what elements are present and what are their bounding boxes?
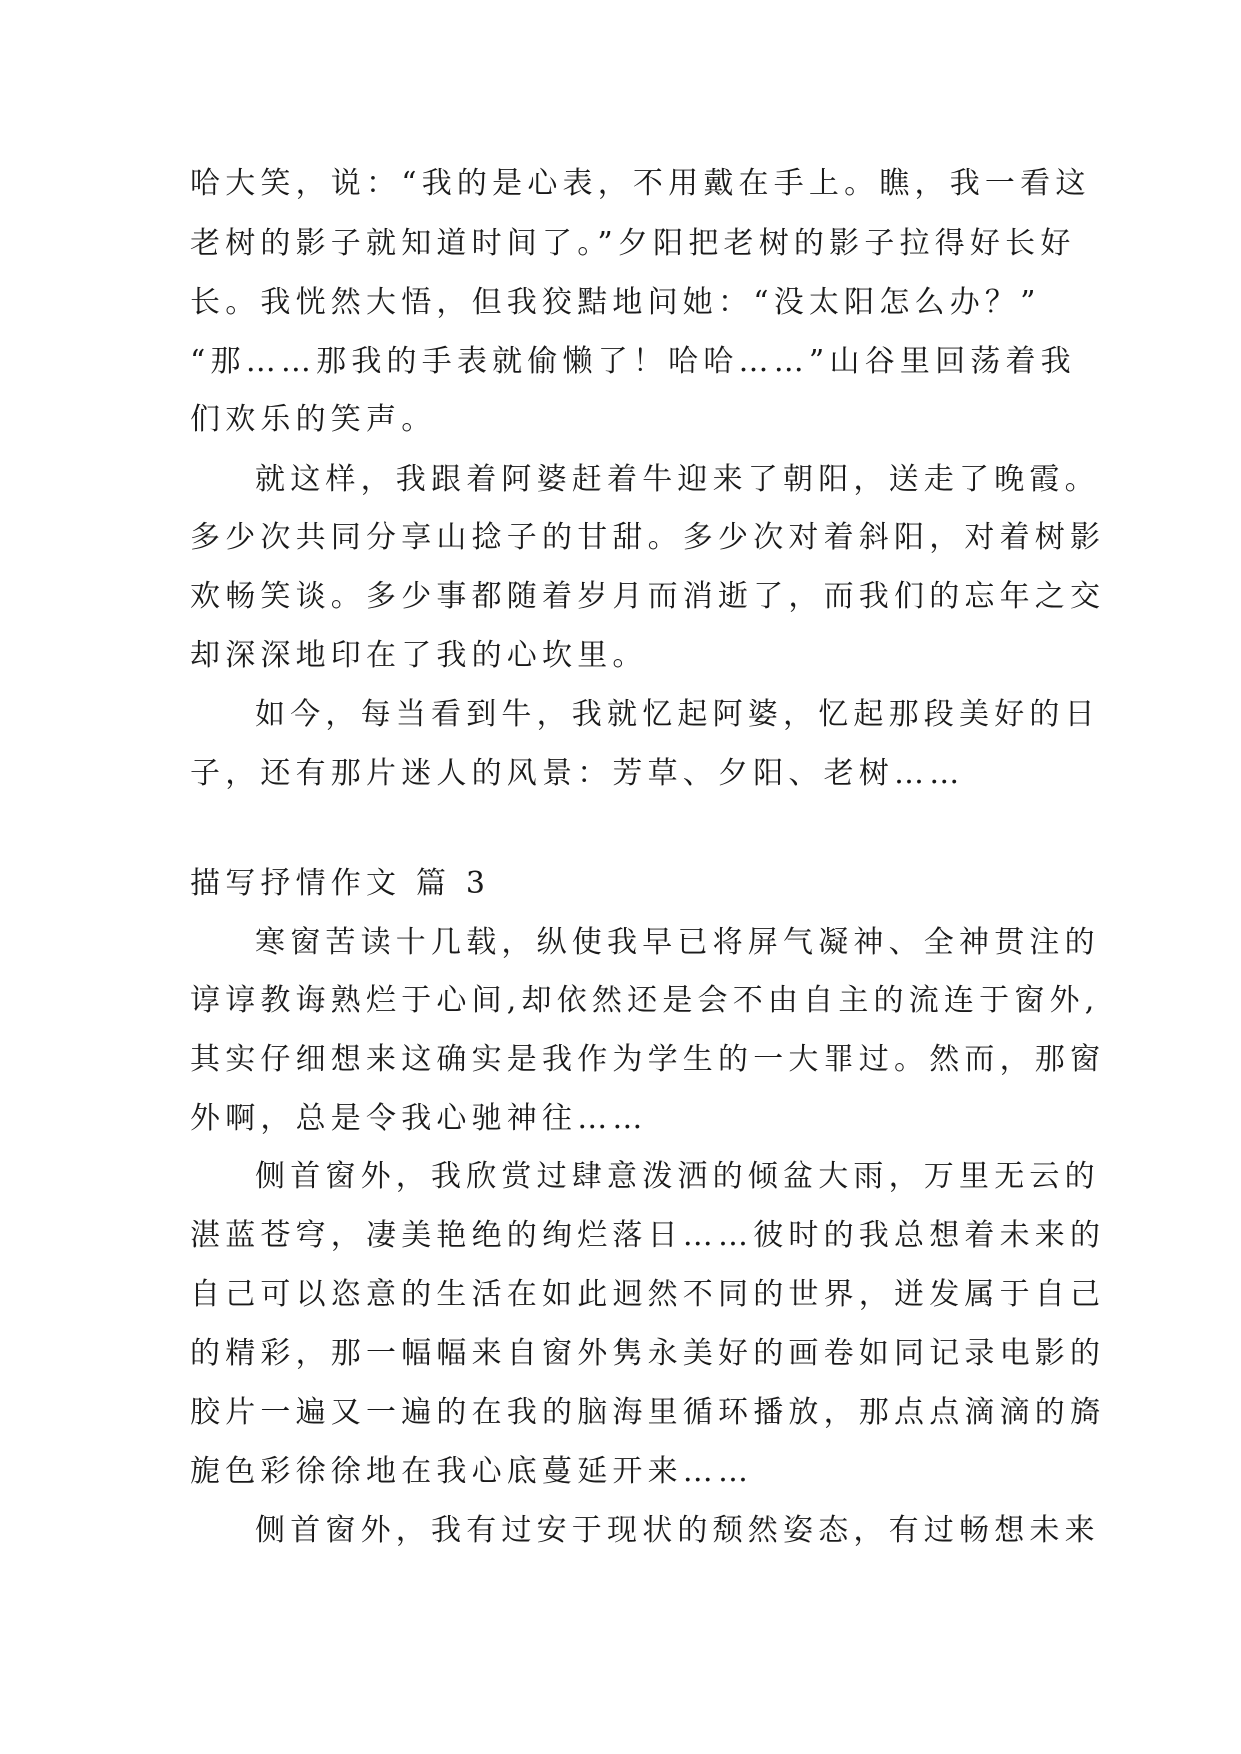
text-line: 长。我恍然大悟，但我狡黠地问她：“没太阳怎么办？” [190, 285, 1041, 320]
text-line: 却深深地印在了我的心坎里。 [190, 638, 648, 673]
paragraph-first-line: 如今，每当看到牛，我就忆起阿婆，忆起那段美好的日 [255, 697, 1100, 732]
text-line: 旎色彩徐徐地在我心底蔓延开来…… [190, 1454, 754, 1489]
text-line: “那……那我的手表就偷懒了！哈哈……”山谷里回荡着我 [190, 344, 1076, 379]
text-line: 老树的影子就知道时间了。”夕阳把老树的影子拉得好长好 [190, 226, 1076, 261]
paragraph-first-line: 侧首窗外，我欣赏过肆意泼洒的倾盆大雨，万里无云的 [255, 1159, 1100, 1194]
text-line: 自己可以恣意的生活在如此迥然不同的世界，迸发属于自己 [190, 1277, 1106, 1312]
text-line: 其实仔细想来这确实是我作为学生的一大罪过。然而，那窗 [190, 1042, 1106, 1077]
text-line: 们欢乐的笑声。 [190, 402, 437, 437]
text-line: 湛蓝苍穹，凄美艳绝的绚烂落日……彼时的我总想着未来的 [190, 1218, 1106, 1253]
text-line: 欢畅笑谈。多少事都随着岁月而消逝了，而我们的忘年之交 [190, 579, 1106, 614]
text-line: 谆谆教诲熟烂于心间,却依然还是会不由自主的流连于窗外, [190, 983, 1100, 1018]
paragraph-first-line: 侧首窗外，我有过安于现状的颓然姿态，有过畅想未来 [255, 1513, 1100, 1548]
paragraph-first-line: 就这样，我跟着阿婆赶着牛迎来了朝阳，送走了晚霞。 [255, 462, 1100, 497]
text-line: 子，还有那片迷人的风景：芳草、夕阳、老树…… [190, 756, 965, 791]
text-line: 哈大笑，说：“我的是心表，不用戴在手上。瞧，我一看这 [190, 166, 1091, 201]
text-line: 的精彩，那一幅幅来自窗外隽永美好的画卷如同记录电影的 [190, 1336, 1106, 1371]
text-line: 胶片一遍又一遍的在我的脑海里循环播放，那点点滴滴的旖 [190, 1395, 1106, 1430]
section-heading: 描写抒情作文 篇 3 [190, 866, 491, 901]
text-line: 外啊，总是令我心驰神往…… [190, 1101, 648, 1136]
text-line: 多少次共同分享山捻子的甘甜。多少次对着斜阳，对着树影 [190, 520, 1106, 555]
paragraph-first-line: 寒窗苦读十几载，纵使我早已将屏气凝神、全神贯注的 [255, 925, 1100, 960]
